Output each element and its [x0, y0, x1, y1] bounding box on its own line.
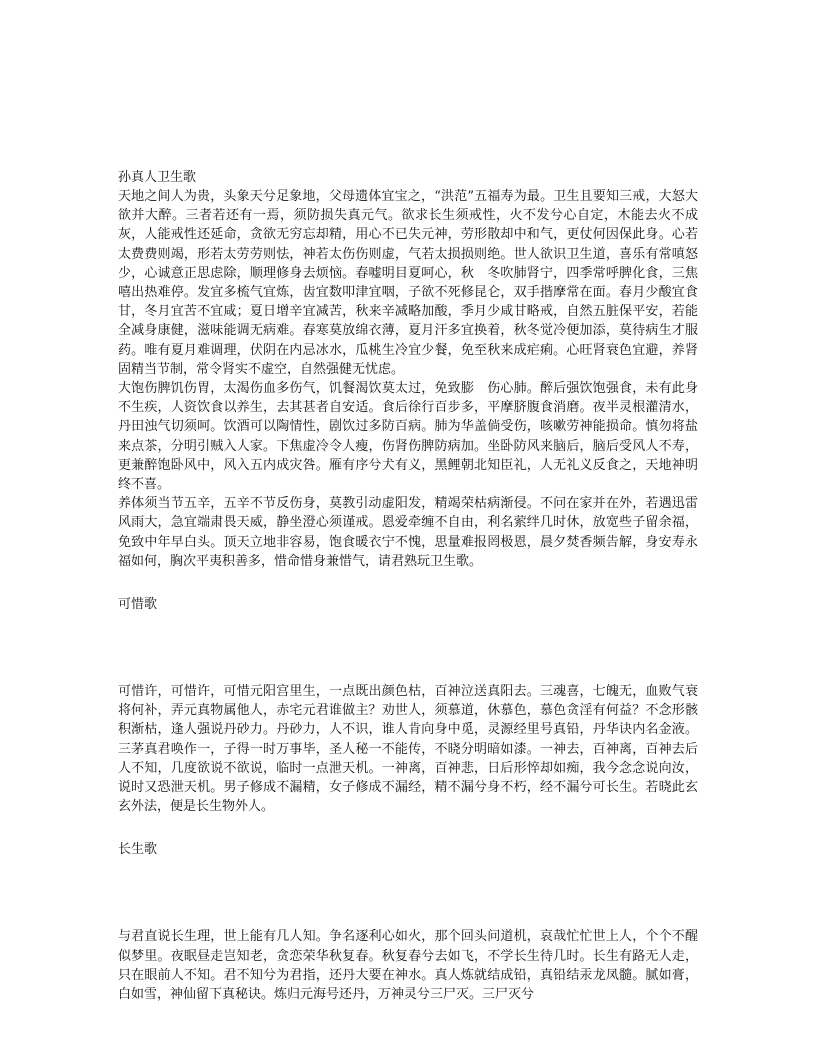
paragraph: 大饱伤脾饥伤胃，太渴伤血多伤气，饥餐渴饮莫太过，免致膨 伤心肺。醉后强饮饱强食，未有此身不生疾，人资饮食以养生，去其甚者自安适。食后徐行百步多，平摩脐腹食消磨。夜半灵根灌清水，丹田浊气切须呵。饮酒可以陶情性，剧饮过多防百病。肺为华盖倘受伤，咳嗽劳神能损命。慎勿将盐来点茶，分明引贼入人家。下焦虚冷令人瘦，伤肾伤脾防病加。坐卧防风来脑后，脑后受风人不寿，更兼醉饱卧风中，风入五内成灾咎。雁有序兮犬有义，黑鲤朝北知臣礼，人无礼义反食之，天地神明终不喜。: [118, 381, 698, 493]
paragraph: 天地之间人为贵，头象天兮足象地，父母遗体宜宝之，“洪范”五福寿为最。卫生且要知三戒，大怒大欲并大醉。三者若还有一焉，须防损失真元气。欲求长生须戒性，火不发兮心自定，木能去火不成灰，人能戒性还延命，贪欲无穷忘却精，用心不已失元神，劳形散却中和气，更仗何因保此身。心若太费费则竭，形若太劳劳则怯，神若太伤伤则虚，气若太损损则绝。世人欲识卫生道，喜乐有常嗔怒少，心诚意正思虑除，顺理修身去烦恼。春嘘明目夏呵心，秋 冬吹肺肾宁，四季常呼脾化食，三焦嘻出热难停。发宜多梳气宜炼，齿宜数叩津宜咽，子欲不死修昆仑，双手揩摩常在面。春月少酸宜食甘，冬月宜苦不宜咸；夏日增辛宜减苦，秋来辛减略加酸，季月少咸甘略戒，自然五脏保平安，若能全减身康健，滋味能调无病难。春寒莫放绵衣薄，夏月汗多宜换着，秋冬觉冷便加添，莫待病生才服药。唯有夏月难调理，伏阴在内忌冰水，瓜桃生冷宜少餐，免至秋来成疟痢。心旺肾衰色宜避，养肾固精当节制，常令肾实不虚空，自然强健无忧虑。: [118, 189, 698, 377]
paragraph: 养体须当节五辛，五辛不节反伤身，莫教引动虚阳发，精竭荣枯病渐侵。不问在家并在外，若遇迅雷风雨大，急宜端肃畏天威，静坐澄心须谨戒。恩爱牵缠不自由，利名萦绊几时休，放宽些子留余福，免致中年早白头。顶天立地非容易，饱食暖衣宁不愧，思量难报罔极恩，晨夕焚香频告解，身安寿永福如何，胸次平夷积善多，惜命惜身兼惜气，请君熟玩卫生歌。: [118, 496, 698, 569]
paragraph: 可惜许，可惜许，可惜元阳宫里生，一点既出颜色枯，百神泣送真阳去。三魂喜，七魄无，血败气衰将何补，弄元真物属他人，赤宅元君谁做主？劝世人，须慕道，休慕色，慕色贪淫有何益？不念形骸积渐枯，逢人强说丹砂力。丹砂力，人不识，谁人肯向身中觅，灵源经里号真铅，丹华诀内名金液。三茅真君唤作一，子得一时万事毕，圣人秘一不能传，不晓分明暗如漆。一神去，百神离，百神去后人不知，几度欲说不欲说，临时一点泄天机。一神离，百神悲，日后形悴却如痴，我今念念说向汝，说时又恐泄天机。男子修成不漏精，女子修成不漏经，精不漏兮身不朽，经不漏兮可长生。若晓此玄玄外法，便是长生物外人。: [118, 684, 698, 815]
section-title-changsheng-ge: 长生歌: [118, 842, 158, 858]
document-body: [118, 168, 698, 1004]
section-title-kexi-ge: 可惜歌: [118, 597, 158, 613]
section-title-weisheng-ge: 孙真人卫生歌: [118, 170, 197, 185]
paragraph: 与君直说长生理，世上能有几人知。争名逐利心如火，那个回头问道机，哀哉忙忙世上人，个个不醒似梦里。夜眠昼走岂知老，贪恋荣华秋复春。秋复春兮去如飞，不学长生待几时。长生有路无人走，只在眼前人不知。君不知兮为君指，还丹大要在神水。真人炼就结成铅，真铅结汞龙凤髓。腻如膏，白如雪，神仙留下真秘诀。炼归元海号还丹，万神灵兮三尸灭。三尸灭兮: [118, 929, 698, 1003]
